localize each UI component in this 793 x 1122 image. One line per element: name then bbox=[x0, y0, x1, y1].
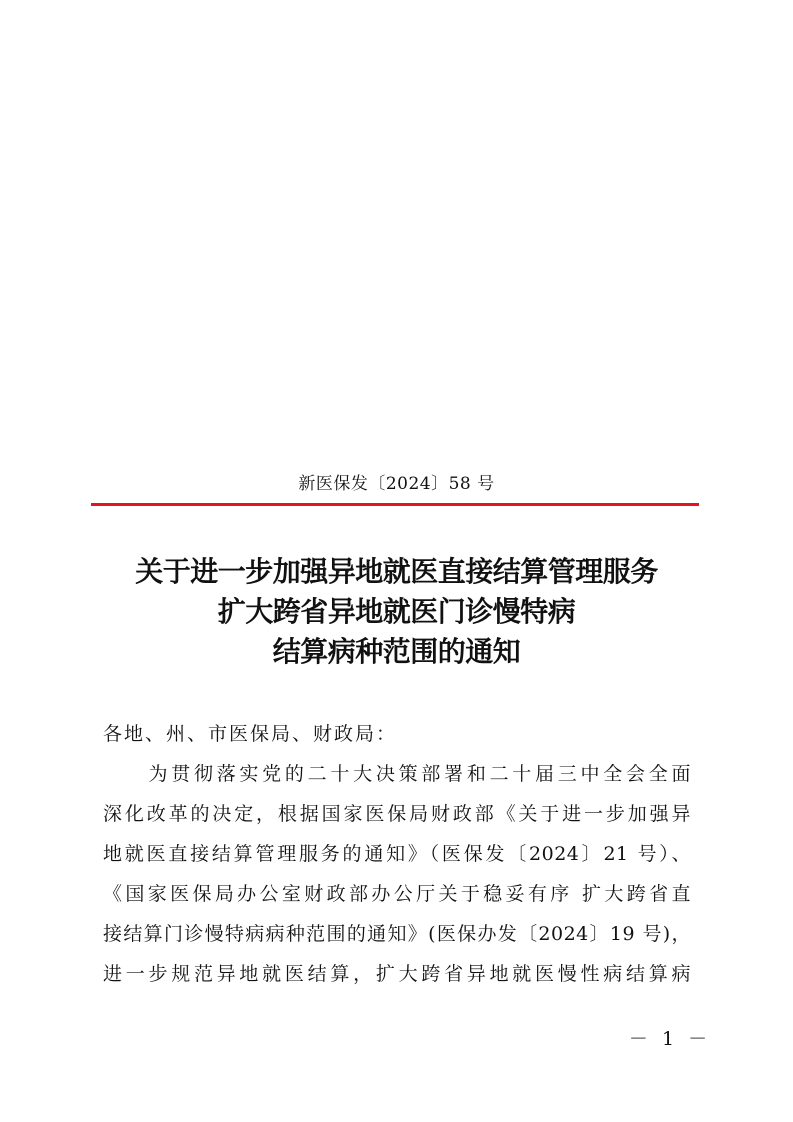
page-number: － 1 － bbox=[628, 1028, 712, 1050]
title-line-3: 结算病种范围的通知 bbox=[272, 635, 521, 668]
red-divider-line bbox=[91, 503, 699, 506]
salutation: 各地、州、市医保局、财政局： bbox=[103, 723, 398, 745]
title-line-2: 扩大跨省异地就医门诊慢特病 bbox=[217, 595, 576, 628]
title-line-1: 关于进一步加强异地就医直接结算管理服务 bbox=[135, 555, 658, 588]
body-line-3: 地就医直接结算管理服务的通知》（医保发〔2024〕21 号）、 bbox=[103, 843, 691, 865]
body-line-2: 深化改革的决定，根据国家医保局财政部《关于进一步加强异 bbox=[103, 803, 691, 825]
document-body bbox=[103, 714, 691, 994]
body-line-1: 为贯彻落实党的二十大决策部署和二十届三中全会全面 bbox=[103, 763, 691, 785]
body-line-4: 《国家医保局办公室财政部办公厅关于稳妥有序 扩大跨省直 bbox=[103, 883, 691, 905]
body-line-6: 进一步规范异地就医结算，扩大跨省异地就医慢性病结算病 bbox=[103, 963, 691, 985]
document-title bbox=[0, 552, 793, 672]
document-number: 新医保发〔2024〕58 号 bbox=[298, 474, 495, 494]
body-line-5: 接结算门诊慢特病病种范围的通知》(医保办发〔2024〕19 号)， bbox=[103, 923, 691, 945]
